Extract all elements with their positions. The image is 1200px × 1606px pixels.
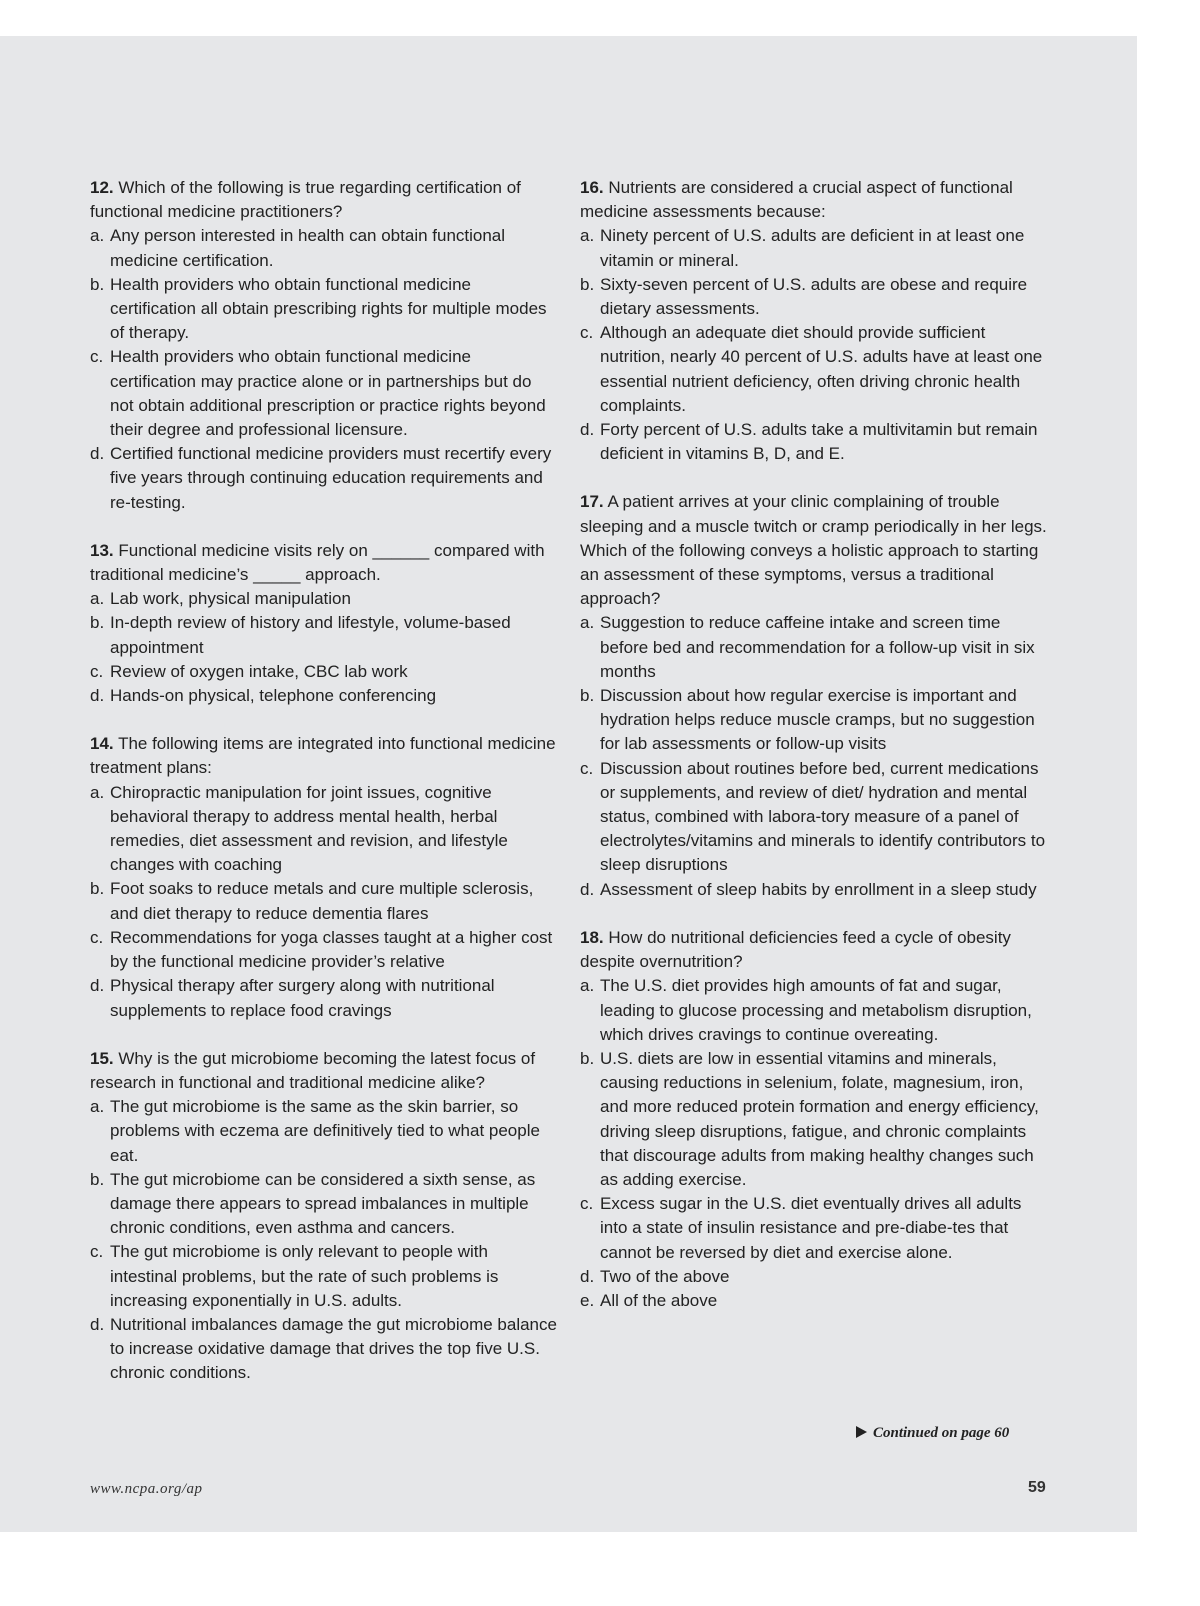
play-triangle-icon (856, 1426, 867, 1438)
option-text: Assessment of sleep habits by enrollment in a sleep study (600, 879, 1037, 899)
answer-option (90, 587, 558, 611)
option-letter: a. (90, 782, 105, 802)
option-text: The gut microbiome can be considered a sixth sense, as damage there appears to spread imbalances in multiple chronic conditions, even asthma and cancers. (110, 1169, 536, 1238)
option-letter: c. (90, 347, 104, 367)
option-letter: b. (90, 613, 105, 633)
option-text: Sixty-seven percent of U.S. adults are obese and require dietary assessments. (600, 274, 1028, 319)
option-text: Suggestion to reduce caffeine intake and screen time before bed and recommendation for a follow-up visit in six months (600, 613, 1035, 681)
option-text: Health providers who obtain functional medicine certification may practice alone or in partnerships but do not obtain additional prescription or practice rights beyond their degree and professional licensure. (110, 347, 546, 440)
answer-options (90, 587, 558, 708)
answer-options (580, 974, 1050, 1313)
answer-option (580, 1047, 1050, 1192)
option-letter: a. (90, 589, 105, 609)
option-letter: d. (90, 686, 105, 706)
answer-options (90, 1095, 558, 1385)
option-text: Lab work, physical manipulation (110, 589, 351, 609)
page-number: 59 (1028, 1479, 1046, 1496)
option-letter: b. (90, 1169, 105, 1189)
question-stem (90, 176, 558, 224)
answer-option (580, 1289, 1050, 1313)
option-text: Discussion about how regular exercise is important and hydration helps reduce muscle cramps, but no suggestion for lab assessments or follow-up visits (600, 686, 1035, 754)
option-letter: d. (580, 879, 595, 899)
question-text: Functional medicine visits rely on ______ compared with traditional medicine’s _____ approach. (90, 540, 545, 585)
question-stem (90, 1047, 558, 1095)
question-text: A patient arrives at your clinic complaining of trouble sleeping and a muscle twitch or cramp periodically in her legs. Which of the following conveys a holistic approach to starting an assessment of these symptoms, versus a traditional approach? (580, 492, 1047, 609)
answer-options (90, 781, 558, 1023)
question-17 (580, 490, 1050, 901)
option-text: Excess sugar in the U.S. diet eventually drives all adults into a state of insulin resistance and pre-diabe-tes that cannot be reversed by diet and exercise alone. (600, 1194, 1022, 1262)
option-letter: c. (90, 1242, 104, 1262)
answer-options (90, 224, 558, 514)
option-text: Review of oxygen intake, CBC lab work (110, 661, 408, 681)
question-number: 18. (580, 927, 604, 947)
continued-link[interactable] (856, 1425, 1009, 1442)
question-number: 12. (90, 178, 114, 197)
question-12 (90, 176, 558, 515)
question-18 (580, 926, 1050, 1313)
column-right (580, 176, 1050, 1337)
question-stem (580, 490, 1050, 611)
option-text: Hands-on physical, telephone conferencing (110, 686, 437, 706)
answer-option (580, 418, 1050, 466)
option-text: Two of the above (600, 1266, 730, 1286)
answer-option (580, 611, 1050, 684)
question-text: The following items are integrated into functional medicine treatment plans: (90, 734, 556, 778)
option-text: Discussion about routines before bed, current medications or supplements, and review of diet/ hydration and mental status, combined with labora-tory measure of a panel of electrolytes/vitamins and minerals to identify contributors to sleep disruptions (600, 758, 1046, 875)
option-letter: d. (90, 444, 105, 464)
question-number: 17. (580, 492, 604, 512)
option-letter: a. (580, 613, 595, 633)
option-letter: e. (580, 1290, 595, 1310)
option-text: Any person interested in health can obtain functional medicine certification. (110, 226, 506, 270)
option-letter: d. (580, 420, 595, 440)
option-letter: b. (90, 274, 105, 294)
answer-option (90, 1240, 558, 1313)
option-letter: c. (580, 1194, 594, 1214)
answer-option (90, 611, 558, 659)
answer-option (90, 660, 558, 684)
answer-option (90, 442, 558, 515)
answer-options (580, 224, 1050, 466)
question-text: Why is the gut microbiome becoming the latest focus of research in functional and traditional medicine alike? (90, 1048, 536, 1092)
answer-option (580, 273, 1050, 321)
answer-option (90, 877, 558, 925)
answer-option (580, 878, 1050, 902)
question-number: 15. (90, 1048, 114, 1068)
question-15 (90, 1047, 558, 1386)
answer-option (90, 1168, 558, 1241)
option-text: The gut microbiome is only relevant to people with intestinal problems, but the rate of such problems is increasing exponentially in U.S. adults. (110, 1242, 499, 1310)
answer-option (90, 926, 558, 974)
answer-option (90, 684, 558, 708)
question-stem (580, 176, 1050, 224)
question-stem (90, 539, 558, 587)
option-letter: a. (580, 976, 595, 996)
option-text: Health providers who obtain functional medicine certification all obtain prescribing rights for multiple modes of therapy. (110, 274, 547, 343)
option-text: Physical therapy after surgery along with nutritional supplements to replace food cravings (110, 976, 495, 1020)
option-text: Chiropractic manipulation for joint issues, cognitive behavioral therapy to address mental health, herbal remedies, diet assessment and revision, and lifestyle changes with coaching (110, 782, 508, 875)
option-letter: b. (580, 686, 595, 706)
option-letter: d. (90, 976, 105, 996)
option-text: Ninety percent of U.S. adults are deficient in at least one vitamin or mineral. (600, 226, 1025, 270)
answer-option (580, 684, 1050, 757)
answer-option (90, 781, 558, 878)
option-letter: a. (580, 226, 595, 246)
question-number: 13. (90, 540, 114, 560)
answer-option (580, 224, 1050, 272)
answer-option (90, 1095, 558, 1168)
option-text: Forty percent of U.S. adults take a multivitamin but remain deficient in vitamins B, D, and E. (600, 420, 1038, 464)
answer-option (90, 273, 558, 346)
option-letter: d. (580, 1266, 595, 1286)
answer-option (580, 974, 1050, 1047)
option-text: Certified functional medicine providers must recertify every five years through continuing education requirements and re-testing. (110, 444, 552, 512)
question-stem (580, 926, 1050, 974)
question-text: Which of the following is true regarding certification of functional medicine practitioners? (90, 178, 521, 222)
option-text: U.S. diets are low in essential vitamins and minerals, causing reductions in selenium, folate, magnesium, iron, and more reduced protein formation and energy efficiency, driving sleep disruptions, fatigue, and chronic complaints that discourage adults from making healthy changes such as adding exercise. (600, 1048, 1039, 1189)
answer-option (580, 321, 1050, 418)
answer-option (90, 224, 558, 272)
answer-option (580, 757, 1050, 878)
option-text: The U.S. diet provides high amounts of fat and sugar, leading to glucose processing and metabolism disruption, which drives cravings to continue overeating. (600, 976, 1032, 1044)
option-letter: b. (90, 879, 105, 899)
option-letter: b. (580, 1048, 595, 1068)
option-letter: b. (580, 274, 595, 294)
answer-option (580, 1265, 1050, 1289)
option-letter: a. (90, 226, 105, 246)
option-letter: d. (90, 1314, 105, 1334)
question-14 (90, 732, 558, 1022)
footer-url[interactable]: www.ncpa.org/ap (90, 1481, 203, 1497)
option-text: Although an adequate diet should provide sufficient nutrition, nearly 40 percent of U.S. adults have at least one essential nutrient deficiency, often driving chronic health complaints. (600, 323, 1043, 415)
option-letter: c. (580, 758, 594, 778)
question-number: 14. (90, 734, 114, 754)
column-left (90, 176, 558, 1410)
option-text: Nutritional imbalances damage the gut microbiome balance to increase oxidative damage that drives the top five U.S. chronic conditions. (110, 1314, 557, 1383)
option-text: In-depth review of history and lifestyle, volume-based appointment (110, 613, 511, 657)
option-text: Recommendations for yoga classes taught at a higher cost by the functional medicine provider’s relative (110, 927, 553, 972)
option-letter: c. (90, 927, 104, 947)
option-text: Foot soaks to reduce metals and cure multiple sclerosis, and diet therapy to reduce dementia flares (110, 879, 534, 923)
question-stem (90, 732, 558, 780)
question-16 (580, 176, 1050, 466)
answer-option (580, 1192, 1050, 1265)
option-text: All of the above (600, 1290, 718, 1310)
answer-option (90, 1313, 558, 1386)
option-letter: c. (90, 661, 104, 681)
answer-option (90, 345, 558, 442)
answer-option (90, 974, 558, 1022)
option-text: The gut microbiome is the same as the skin barrier, so problems with eczema are definitively tied to what people eat. (110, 1097, 540, 1165)
continued-text: Continued on page 60 (873, 1425, 1010, 1441)
question-text: Nutrients are considered a crucial aspect of functional medicine assessments because: (580, 178, 1013, 222)
option-letter: c. (580, 323, 594, 343)
answer-options (580, 611, 1050, 901)
question-text: How do nutritional deficiencies feed a cycle of obesity despite overnutrition? (580, 927, 1011, 972)
question-13 (90, 539, 558, 708)
question-number: 16. (580, 178, 604, 197)
option-letter: a. (90, 1097, 105, 1117)
